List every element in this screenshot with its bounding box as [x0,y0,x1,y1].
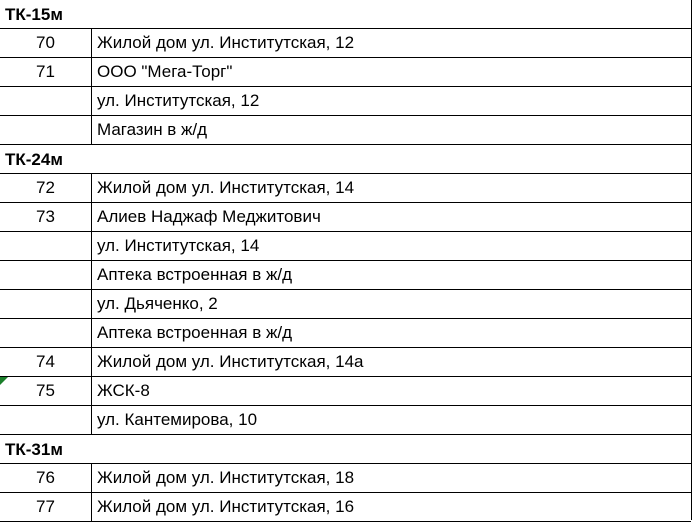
table-row[interactable] [0,348,691,377]
row-text-cell[interactable]: ул. Институтская, 12 [97,91,260,110]
row-text-cell[interactable]: Магазин в ж/д [97,120,208,139]
row-text-cell[interactable]: ул. Кантемирова, 10 [97,410,258,429]
row-text-cell[interactable]: Жилой дом ул. Институтская, 16 [97,497,355,516]
row-number-cell[interactable]: 74 [0,348,92,376]
row-text-cell[interactable]: ЖСК-8 [97,381,150,400]
table-row[interactable] [0,319,691,348]
row-number-cell[interactable]: 72 [0,174,92,202]
table-row[interactable] [0,406,691,435]
row-text-cell[interactable]: Жилой дом ул. Институтская, 14а [97,352,364,371]
row-number-cell[interactable] [0,261,92,289]
row-text-cell[interactable]: Жилой дом ул. Институтская, 14 [97,178,355,197]
table-row[interactable] [0,58,691,87]
row-text-cell[interactable]: Аптека встроенная в ж/д [97,323,293,342]
row-number-cell[interactable]: 70 [0,29,92,57]
row-number-cell[interactable] [0,406,92,434]
row-number-cell[interactable] [0,232,92,260]
group-title: ТК-24м [5,150,63,169]
row-text-cell[interactable]: ул. Институтская, 14 [97,236,260,255]
group-title: ТК-31м [5,440,63,459]
group-header[interactable] [0,145,691,174]
group-header[interactable] [0,435,691,464]
row-text-cell[interactable]: ООО "Мега-Торг" [97,62,233,81]
row-number-cell[interactable] [0,290,92,318]
table-row[interactable] [0,29,691,58]
table-row[interactable] [0,377,691,406]
table-row[interactable] [0,232,691,261]
row-number-cell[interactable]: 77 [0,493,92,521]
row-number-cell[interactable]: 73 [0,203,92,231]
row-text-cell[interactable]: Жилой дом ул. Институтская, 12 [97,33,355,52]
row-text-cell[interactable]: Жилой дом ул. Институтская, 18 [97,468,355,487]
row-text-cell[interactable]: ул. Дьяченко, 2 [97,294,218,313]
row-number-cell[interactable] [0,116,92,144]
table-row[interactable] [0,493,691,522]
table-row[interactable] [0,203,691,232]
row-text-cell[interactable]: Аптека встроенная в ж/д [97,265,293,284]
table-row[interactable] [0,174,691,203]
row-text-cell[interactable]: Алиев Наджаф Меджитович [97,207,321,226]
row-number-cell[interactable] [0,319,92,347]
table-row[interactable] [0,261,691,290]
row-number-cell[interactable]: 76 [0,464,92,492]
row-number-cell[interactable]: 71 [0,58,92,86]
table-row[interactable] [0,290,691,319]
table-row[interactable] [0,87,691,116]
table-row[interactable] [0,116,691,145]
group-header[interactable] [0,0,691,29]
group-title: ТК-15м [5,5,63,24]
row-number-cell[interactable]: 75 [0,377,92,405]
row-number-cell[interactable] [0,87,92,115]
table-row[interactable] [0,464,691,493]
